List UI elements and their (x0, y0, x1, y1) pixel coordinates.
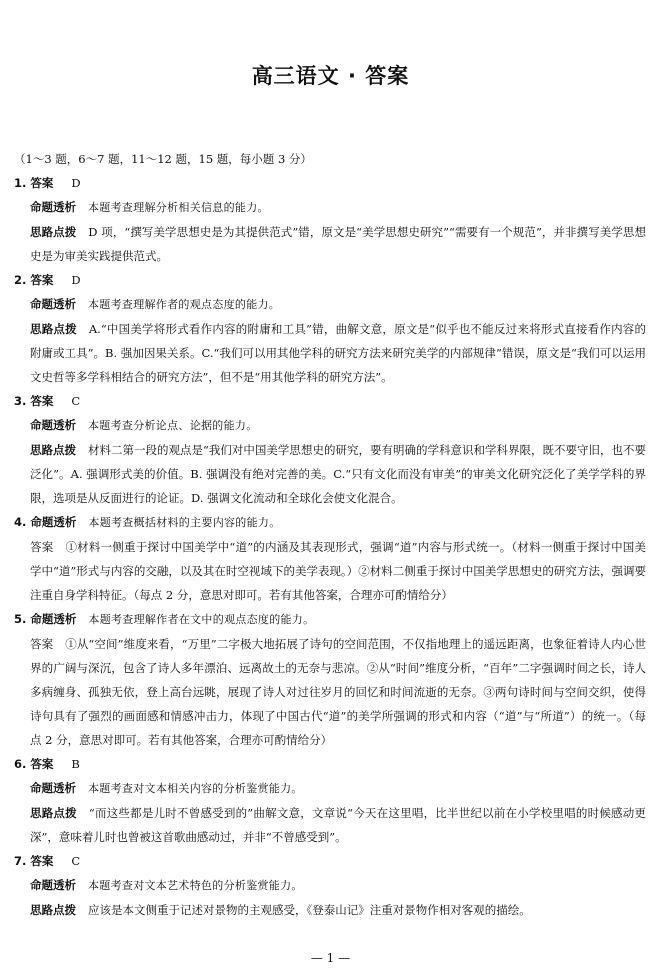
hint-label: 思路点拨 (30, 903, 76, 917)
intent-row (30, 292, 646, 317)
intent-row (30, 873, 646, 898)
question-number: 7. (14, 854, 27, 868)
answer-label: 答案 (30, 273, 54, 287)
question-6 (14, 752, 646, 849)
question-4 (14, 510, 646, 607)
question-5 (14, 607, 646, 752)
hint-row (30, 898, 646, 922)
answer-choice: D (71, 273, 81, 287)
intent-text: 本题考查对文本艺术特色的分析鉴赏能力。 (88, 879, 303, 892)
question-5-header (14, 607, 646, 632)
hint-text: “而这些都是儿时不曾感受到的”曲解文意，文章说“今天在这里唱，比半世纪以前在小学校里唱的时候感动更深”，意味着儿时也曾被这首歌曲感动过，并非“不曾感受到”。 (30, 806, 646, 844)
answer-label: 答案 (30, 757, 54, 771)
scoring-note: （1～3 题，6～7 题，11～12 题，15 题，每小题 3 分） (14, 152, 312, 166)
intent-row (30, 776, 646, 801)
intent-text: 本题考查分析论点、论据的能力。 (88, 419, 258, 432)
question-number: 5. (14, 612, 27, 626)
hint-row (30, 317, 646, 389)
intent-label: 命题透析 (30, 297, 76, 311)
question-number: 2. (14, 273, 27, 287)
hint-label: 思路点拨 (30, 225, 77, 239)
question-7-header (14, 849, 646, 873)
answer-content (14, 147, 646, 922)
question-3-header (14, 389, 646, 413)
page-number: — 1 — (310, 951, 351, 965)
answer-label: 答案 (30, 637, 54, 651)
answer-choice: D (71, 176, 81, 190)
intent-row (30, 413, 646, 438)
answer-label: 答案 (30, 854, 54, 868)
question-3 (14, 389, 646, 510)
intent-label: 命题透析 (30, 878, 76, 892)
question-1-header (14, 171, 646, 195)
question-number: 3. (14, 394, 27, 408)
hint-label: 思路点拨 (30, 443, 77, 457)
intent-row (30, 195, 646, 220)
answer-choice: C (71, 394, 81, 408)
question-number: 6. (14, 757, 27, 771)
answer-text: ①从“空间”维度来看，“万里”二字极大地拓展了诗句的空间范围，不仅指地理上的遥远距离，也象征着诗人内心世界的广阔与深沉，包含了诗人多年漂泊、远离故土的无奈与悲凉。②从“时间”维度分析，“百年”二字强调时间之长，诗人多病缠身、孤独无依，登上高台远眺，展现了诗人对过往岁月的回忆和时间流逝的无奈。③两句诗时间与空间交织，使得诗句具有了强烈的画面感和情感冲击力，体现了中国古代“道”的美学所强调的形式和内容（“道”与“所道”）的统一。（每点 2 分，意思对即可。若有其他答案，合理亦可酌情给分） (30, 637, 647, 747)
intent-text: 本题考查理解作者在文中的观点态度的能力。 (88, 613, 315, 626)
intent-label: 命题透析 (30, 781, 76, 795)
answer-label: 答案 (30, 540, 54, 554)
intent-text: 本题考查理解作者的观点态度的能力。 (88, 298, 281, 311)
question-7 (14, 849, 646, 922)
hint-text: 材料二第一段的观点是“我们对中国美学思想史的研究，要有明确的学科意识和学科界限，既不要守旧，也不要泛化”。A. 强调形式美的价值。B. 强调没有绝对完善的美。C.“只有文化而没有审美”的审美文化研究泛化了美学学科的界限，选项是从反面进行的论证。D. 强调文化流动和全球化会使文化混合。 (30, 443, 647, 505)
question-4-header (14, 510, 646, 535)
answer-label: 答案 (30, 176, 54, 190)
hint-text: 应该是本文侧重于记述对景物的主观感受，《登泰山记》注重对景物作相对客观的描绘。 (88, 903, 531, 917)
answer-row (30, 632, 646, 752)
question-2-header (14, 268, 646, 292)
intent-text: 本题考查对文本相关内容的分析鉴赏能力。 (88, 782, 303, 795)
hint-label: 思路点拨 (30, 322, 77, 336)
intent-label: 命题透析 (30, 418, 76, 432)
hint-row (30, 438, 646, 510)
hint-row (30, 220, 646, 268)
page-title: 高三语文 · 答案 (251, 64, 410, 88)
hint-text: A.“中国美学将形式看作内容的附庸和工具”错，曲解文意，原文是“似乎也不能反过来将形式直接看作内容的附庸或工具”。B. 强加因果关系。C.“我们可以用其他学科的研究方法来研究美学的内部规律”错误，原文是“我们可以运用文史哲等多学科相结合的研究方法”，但不是“用其他学科的研究方法”。 (30, 322, 647, 384)
answer-choice: B (71, 757, 80, 771)
intent-label: 命题透析 (30, 515, 77, 529)
answer-row (30, 535, 646, 607)
intent-text: 本题考查理解分析相关信息的能力。 (88, 201, 269, 214)
question-number: 4. (14, 515, 27, 529)
question-6-header (14, 752, 646, 776)
intent-label: 命题透析 (30, 612, 77, 626)
hint-row (30, 801, 646, 849)
hint-label: 思路点拨 (30, 806, 77, 820)
question-1 (14, 171, 646, 268)
question-2 (14, 268, 646, 389)
hint-text: D 项，“撰写美学思想史是为其提供范式”错，原文是“美学思想史研究”“需要有一个规范”，并非撰写美学思想史是为审美实践提供范式。 (30, 225, 646, 263)
intent-text: 本题考查概括材料的主要内容的能力。 (88, 516, 281, 529)
question-number: 1. (14, 176, 27, 190)
answer-label: 答案 (30, 394, 54, 408)
intent-label: 命题透析 (30, 200, 76, 214)
answer-choice: C (71, 854, 81, 868)
answer-text: ①材料一侧重于探讨中国美学中“道”的内涵及其表现形式，强调“道”内容与形式统一。（材料一侧重于探讨中国美学中“道”形式与内容的交融，以及其在时空视域下的美学表现。）②材料二侧重于探讨中国美学思想史的研究方法，强调要注重自身学科特征。（每点 2 分，意思对即可。若有其他答案，合理亦可酌情给分） (30, 540, 647, 602)
